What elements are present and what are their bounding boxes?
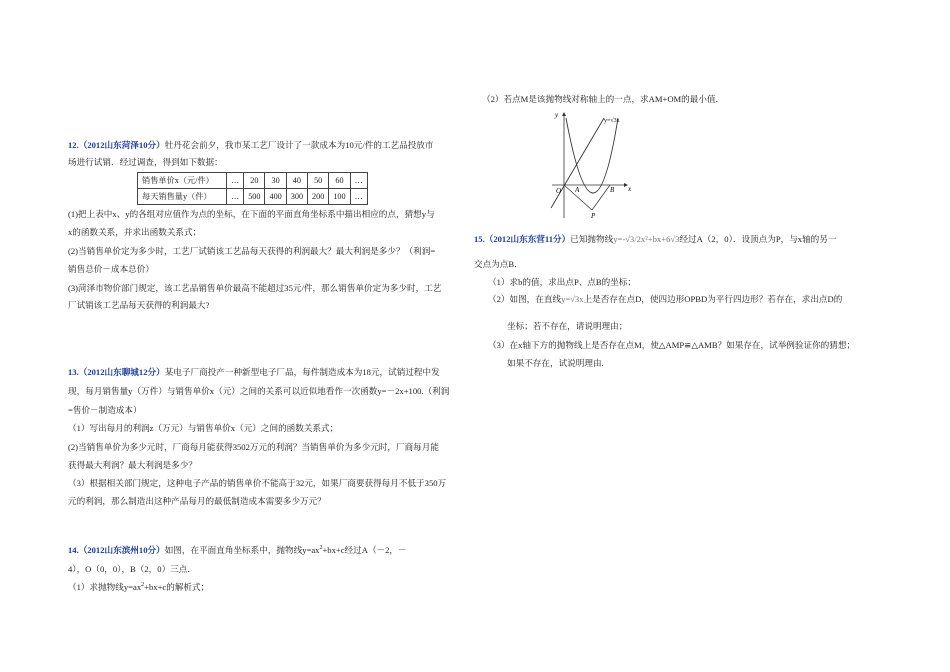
table-row	[138, 189, 368, 205]
q14-text2: 4），O（0，0），B（2，0）三点．	[68, 564, 196, 574]
y-axis-label: y	[555, 111, 559, 119]
q15-line-formula: y=√3x	[561, 294, 584, 304]
q13-source: 13.（2012山东聊城12分）	[68, 367, 165, 377]
q12-part1a: (1)把上表中x、y的各组对应值作为点的坐标，在下面的平面直角坐标系中描出相应的点，猜想y与	[68, 209, 435, 219]
q15-formula: y=-√3/2x²+bx+6√3	[613, 234, 680, 244]
q13-line1	[68, 367, 440, 378]
q12-part2b: 销售总价－成本总价）	[68, 264, 154, 274]
q13-part1: （1）写出每月的利润z（万元）与销售单价x（元）之间的函数关系式；	[68, 423, 339, 433]
table-cell: …	[350, 189, 367, 205]
q12-part2a: (2)当销售单价定为多少时，工艺厂试销该工艺品每天获得的利润最大？最大利润是多少？（利润=	[68, 246, 436, 256]
q15-text2: 交点为点B．	[474, 259, 523, 269]
table-cell: 300	[286, 189, 307, 205]
x-axis-label: x	[628, 185, 632, 193]
q13-text2: 现，每月销售量y（万件）与销售单价x（元）之间的关系可以近似地看作一次函数y=－2x+100.（利润	[68, 386, 450, 396]
q15-part2b: 上是否存在点D，使四边形OPBD为平行四边形？若存在，求出点D的	[583, 294, 843, 304]
q14-part2: （2）若点M是该抛物线对称轴上的一点，求AM+OM的最小值．	[482, 94, 725, 104]
table-cell: …	[227, 173, 244, 189]
table-row	[138, 173, 368, 189]
q14-sup: 2	[319, 545, 323, 552]
table-cell: 40	[286, 173, 307, 189]
q13-text3: =售价－制造成本）	[68, 405, 142, 415]
q15-part1: （1）求b的值，求出点P、点B的坐标；	[488, 277, 637, 287]
q15-part3a: （3）在x轴下方的抛物线上是否存在点M，使△AMP≌△AMB？如果存在，试举例验证你的猜想；	[488, 340, 856, 350]
segment-pb	[592, 185, 610, 210]
q13-part3a: （3）根据相关部门规定，这种电子产品的销售单价不能高于32元，如果厂商要获得每月不低于350万	[68, 478, 447, 488]
line-equation-label: y=√3x	[604, 118, 620, 124]
point-b-label: B	[610, 186, 615, 194]
q14-part1-sup: 2	[141, 582, 145, 589]
q13-part2b: 获得最大利润？最大利润是多少？	[68, 460, 197, 470]
point-a-label: A	[575, 186, 580, 194]
point-p-label: P	[591, 212, 596, 220]
q15-text1b: 经过A（2，0）．设顶点为P，与x轴的另一	[679, 234, 837, 244]
q12-part1b: x的函数关系，并求出函数关系式；	[68, 227, 202, 237]
origin-label: O	[556, 187, 562, 195]
q13-part3b: 元的利润，那么制造出这种产品每月的最低制造成本需要多少万元？	[68, 496, 326, 506]
q14-text1b: +bx+c经过A（－2，－	[322, 545, 407, 555]
q14-part1b: +bx+c的解析式；	[144, 582, 210, 592]
parabola-curve	[566, 118, 618, 193]
table-cell: …	[350, 173, 367, 189]
q12-data-table	[137, 172, 368, 205]
q12-source: 12.（2012山东菏泽10分）	[68, 140, 165, 150]
q12-text1: 牡丹花会前夕，我市某工艺厂设计了一款成本为10元/件的工艺品投放市	[164, 140, 434, 150]
q13-text1: 某电子厂商投产一种新型电子厂品，每件制造成本为18元，试销过程中发	[164, 367, 440, 377]
table-cell: 20	[244, 173, 265, 189]
q14-part1a: （1）求抛物线y=ax	[68, 582, 142, 592]
q14-source: 14.（2012山东滨州10分）	[68, 545, 165, 555]
table-cell: 500	[244, 189, 265, 205]
q15-line1	[474, 234, 836, 245]
q15-text1a: 已知抛物线	[570, 234, 614, 244]
table-cell: 200	[308, 189, 329, 205]
q12-part3a: (3)菏泽市物价部门规定，该工艺品销售单价最高不能超过35元/件，那么销售单价定为多少时，工艺	[68, 283, 442, 293]
q15-part2	[488, 294, 842, 305]
q15-part2a: （2）如图，在直线	[488, 294, 562, 304]
q12-part3b: 厂试销该工艺品每天获得的利润最大?	[68, 300, 210, 310]
q15-part2c: 坐标；若不存在，请说明理由；	[507, 321, 628, 331]
q14-line1	[68, 545, 407, 556]
q13-part2a: (2)当销售单价为多少元时，厂商每月能获得3502万元的利润？当销售单价为多少元时，厂商每月能	[68, 442, 439, 452]
table-cell: 400	[265, 189, 286, 205]
q14-part1	[68, 582, 209, 593]
q12-line1	[68, 140, 433, 151]
parabola-figure	[548, 110, 638, 220]
table-cell: 60	[329, 173, 350, 189]
table-cell: …	[227, 189, 244, 205]
q12-text2: 场进行试销．经过调查，得到如下数据：	[68, 157, 223, 167]
table-cell: 100	[329, 189, 350, 205]
q15-source: 15.（2012山东东营11分）	[474, 234, 571, 244]
table-cell: 30	[265, 173, 286, 189]
table-header-volume: 每天销售量y（件）	[138, 189, 227, 205]
q14-text1a: 如图，在平面直角坐标系中，抛物线y=ax	[164, 545, 320, 555]
table-cell: 50	[308, 173, 329, 189]
table-header-price: 销售单价x（元/件）	[138, 173, 227, 189]
y-axis-arrow	[562, 112, 566, 116]
q15-part3b: 如果不存在，试说明理由.	[507, 358, 604, 368]
